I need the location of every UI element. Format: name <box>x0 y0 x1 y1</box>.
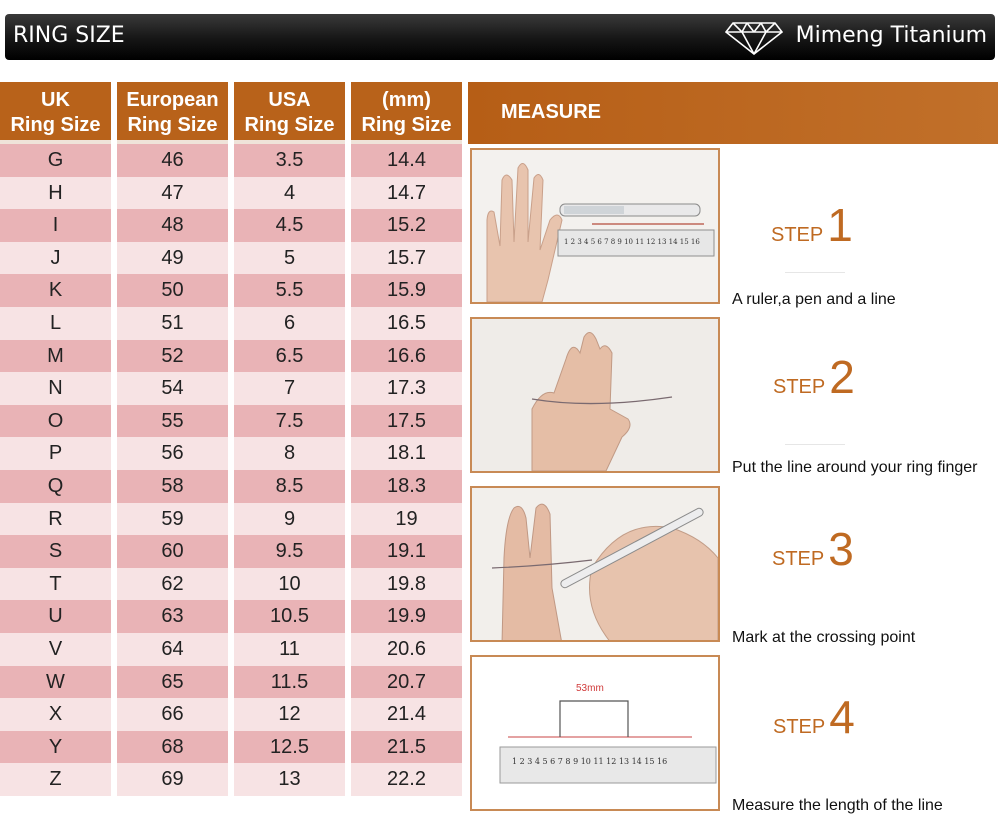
column-header-line2: Ring Size <box>10 114 101 136</box>
table-cell: 9 <box>234 503 345 536</box>
table-cell: 15.9 <box>351 274 462 307</box>
table-cell: 10.5 <box>234 600 345 633</box>
table-cell: N <box>0 372 111 405</box>
column-cells <box>234 144 345 796</box>
column-header <box>351 82 462 144</box>
table-cell: R <box>0 503 111 536</box>
diamond-icon <box>725 21 783 55</box>
table-cell: 11 <box>234 633 345 666</box>
step-3-label <box>772 522 854 576</box>
table-cell: 51 <box>117 307 228 340</box>
step-word: STEP <box>773 716 826 738</box>
table-cell: 19.1 <box>351 535 462 568</box>
ruler-ticks: 1 2 3 4 5 6 7 8 9 10 11 12 13 14 15 16 <box>512 757 668 766</box>
table-cell: 4 <box>234 177 345 210</box>
table-cell: 54 <box>117 372 228 405</box>
table-cell: 50 <box>117 274 228 307</box>
table-cell: 12.5 <box>234 731 345 764</box>
hand-with-string-icon <box>472 319 718 471</box>
table-cell: 4.5 <box>234 209 345 242</box>
step-number: 2 <box>829 351 855 403</box>
ruler-ticks: 1 2 3 4 5 6 7 8 9 10 11 12 13 14 15 16 <box>564 238 700 246</box>
table-cell: P <box>0 437 111 470</box>
table-cell: 16.5 <box>351 307 462 340</box>
column-cells <box>0 144 111 796</box>
table-cell: 19 <box>351 503 462 536</box>
table-cell: 20.7 <box>351 666 462 699</box>
table-cell: L <box>0 307 111 340</box>
step1-photo <box>470 148 720 304</box>
table-cell: 63 <box>117 600 228 633</box>
step-word: STEP <box>773 376 826 398</box>
table-cell: 18.1 <box>351 437 462 470</box>
step-4-caption: Measure the length of the line <box>732 797 943 814</box>
column-header-line2: Ring Size <box>244 114 335 136</box>
table-cell: K <box>0 274 111 307</box>
step-3-caption: Mark at the crossing point <box>732 629 916 646</box>
step-word: STEP <box>772 548 825 570</box>
table-cell: 12 <box>234 698 345 731</box>
table-cell: J <box>0 242 111 275</box>
table-cell: X <box>0 698 111 731</box>
table-cell: 56 <box>117 437 228 470</box>
table-cell: 9.5 <box>234 535 345 568</box>
step-1-caption: A ruler,a pen and a line <box>732 291 896 308</box>
column-header <box>117 82 228 144</box>
table-cell: 16.6 <box>351 340 462 373</box>
table-cell: 21.5 <box>351 731 462 764</box>
table-cell: 5.5 <box>234 274 345 307</box>
step-1-label <box>771 198 853 252</box>
step3-photo <box>470 486 720 642</box>
european-size-column <box>117 82 228 796</box>
mm-size-column <box>351 82 462 796</box>
table-cell: Y <box>0 731 111 764</box>
table-cell: 55 <box>117 405 228 438</box>
table-cell: 59 <box>117 503 228 536</box>
table-cell: V <box>0 633 111 666</box>
measurement-label: 53mm <box>576 683 604 694</box>
table-cell: 64 <box>117 633 228 666</box>
measure-title: MEASURE <box>501 101 602 123</box>
table-cell: 5 <box>234 242 345 275</box>
table-cell: 66 <box>117 698 228 731</box>
table-cell: 65 <box>117 666 228 699</box>
ruler-measure-icon <box>472 657 718 811</box>
column-header-line2: Ring Size <box>127 114 218 136</box>
table-cell: 14.4 <box>351 144 462 177</box>
step-number: 3 <box>828 523 854 575</box>
column-header <box>0 82 111 144</box>
table-cell: 3.5 <box>234 144 345 177</box>
table-cell: 58 <box>117 470 228 503</box>
table-cell: 60 <box>117 535 228 568</box>
column-header-line1: UK <box>41 89 70 111</box>
measure-header <box>468 82 998 144</box>
brand-name: Mimeng Titanium <box>795 23 987 48</box>
table-cell: O <box>0 405 111 438</box>
table-cell: 49 <box>117 242 228 275</box>
table-cell: 22.2 <box>351 763 462 796</box>
table-cell: 19.8 <box>351 568 462 601</box>
hand-icon <box>472 150 718 302</box>
table-cell: 14.7 <box>351 177 462 210</box>
table-cell: 48 <box>117 209 228 242</box>
table-cell: 20.6 <box>351 633 462 666</box>
table-cell: 52 <box>117 340 228 373</box>
column-cells <box>117 144 228 796</box>
column-header-line1: USA <box>268 89 311 111</box>
divider <box>785 444 845 445</box>
table-cell: 69 <box>117 763 228 796</box>
table-cell: 8.5 <box>234 470 345 503</box>
table-cell: S <box>0 535 111 568</box>
page-title: RING SIZE <box>13 23 125 48</box>
table-cell: 15.7 <box>351 242 462 275</box>
table-cell: 17.5 <box>351 405 462 438</box>
step-2-caption: Put the line around your ring finger <box>732 459 978 476</box>
uk-size-column <box>0 82 111 796</box>
table-cell: 19.9 <box>351 600 462 633</box>
step-number: 4 <box>829 691 855 743</box>
table-cell: T <box>0 568 111 601</box>
table-cell: 7.5 <box>234 405 345 438</box>
table-cell: W <box>0 666 111 699</box>
column-header-line2: Ring Size <box>361 114 452 136</box>
table-cell: 6.5 <box>234 340 345 373</box>
table-cell: 21.4 <box>351 698 462 731</box>
table-cell: 10 <box>234 568 345 601</box>
table-cell: I <box>0 209 111 242</box>
table-cell: 62 <box>117 568 228 601</box>
step-4-label <box>773 690 855 744</box>
table-cell: 7 <box>234 372 345 405</box>
table-cell: Q <box>0 470 111 503</box>
column-header <box>234 82 345 144</box>
table-cell: 13 <box>234 763 345 796</box>
step2-photo <box>470 317 720 473</box>
table-cell: Z <box>0 763 111 796</box>
table-cell: 68 <box>117 731 228 764</box>
usa-size-column <box>234 82 345 796</box>
table-cell: 11.5 <box>234 666 345 699</box>
column-cells <box>351 144 462 796</box>
table-cell: 47 <box>117 177 228 210</box>
table-cell: M <box>0 340 111 373</box>
hand-with-pen-icon <box>472 488 718 642</box>
column-header-line1: European <box>126 89 219 111</box>
table-cell: 18.3 <box>351 470 462 503</box>
table-cell: 8 <box>234 437 345 470</box>
column-header-line1: (mm) <box>382 89 431 111</box>
step-number: 1 <box>827 199 853 251</box>
divider <box>785 272 845 273</box>
table-cell: 46 <box>117 144 228 177</box>
table-cell: 15.2 <box>351 209 462 242</box>
table-cell: G <box>0 144 111 177</box>
step-word: STEP <box>771 224 824 246</box>
step4-photo <box>470 655 720 811</box>
step-2-label <box>773 350 855 404</box>
table-cell: 6 <box>234 307 345 340</box>
table-cell: U <box>0 600 111 633</box>
header-bar <box>5 14 995 60</box>
table-cell: 17.3 <box>351 372 462 405</box>
table-cell: H <box>0 177 111 210</box>
